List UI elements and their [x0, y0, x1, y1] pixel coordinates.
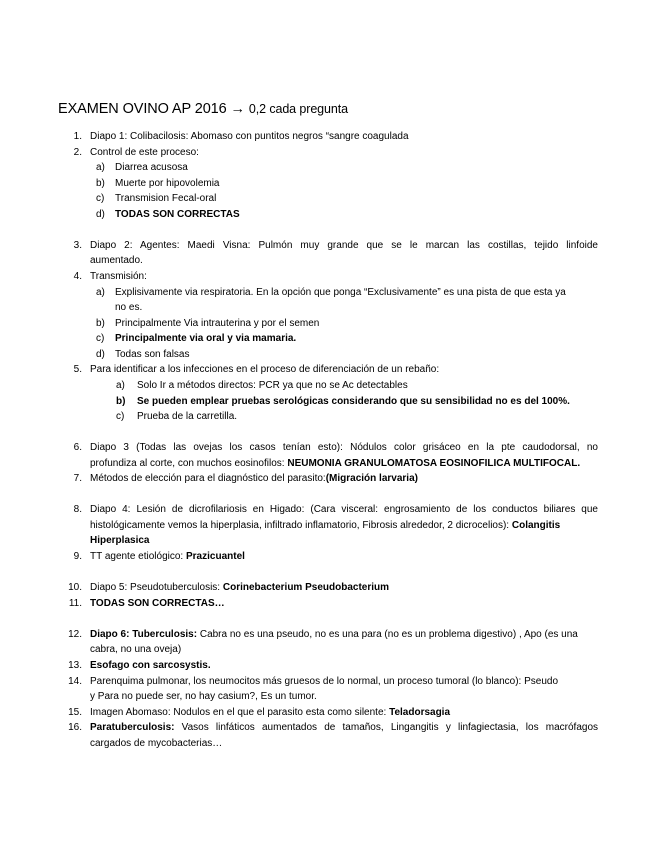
- option-marker: d): [96, 349, 105, 360]
- question-text: [90, 628, 578, 641]
- option-text: [115, 208, 240, 221]
- option-marker: d): [96, 209, 105, 220]
- answer-text: NEUMONIA GRANULOMATOSA EOSINOFILICA MULTIFOCAL.: [287, 458, 581, 469]
- question-number: 6.: [73, 442, 82, 453]
- option-marker: c): [96, 193, 105, 204]
- question-text: [90, 721, 598, 734]
- option-marker: c): [96, 333, 105, 344]
- question-number: 8.: [73, 504, 82, 515]
- answer-text: Corinebacterium Pseudobacterium: [222, 582, 390, 593]
- question-text: [90, 659, 211, 672]
- question-text: Diapo 2: Agentes: Maedi Visna: Pulmón muy grande que se le marcan las costillas, tejido linfoide: [90, 240, 598, 251]
- answer-text: Prazicuantel: [186, 551, 245, 562]
- option-text: [115, 332, 296, 345]
- question-number: 3.: [73, 240, 82, 251]
- question-text: [90, 550, 245, 563]
- answer-text: TODAS SON CORRECTAS…: [90, 598, 225, 609]
- question-text: Diapo 1: Colibacilosis: Abomaso con puntitos negros “sangre coagulada: [90, 131, 409, 142]
- question-text-cont: [90, 457, 580, 470]
- option-marker: b): [96, 318, 105, 329]
- question-text: [90, 581, 389, 594]
- correct-answer: Principalmente via oral y via mamaria.: [115, 333, 297, 344]
- answer-text: Esofago con sarcosystis.: [90, 660, 211, 671]
- plain-text: Imagen Abomaso: Nodulos en el que el parasito esta como silente:: [90, 707, 390, 718]
- plain-text: Vasos linfáticos aumentados de tamaños, Lingangitis y linfagiectasia, los macrófagos: [174, 722, 598, 733]
- question-number: 2.: [73, 147, 82, 158]
- plain-text: Métodos de elección para el diagnóstico del parasito:: [90, 473, 326, 484]
- question-text: Para identificar a los infecciones en el proceso de diferenciación de un rebaño:: [90, 364, 440, 375]
- question-number: 13.: [68, 660, 82, 671]
- option-text: [137, 395, 570, 408]
- option-marker: b): [96, 178, 105, 189]
- question-text: [90, 597, 225, 610]
- question-text: Transmisión:: [90, 271, 147, 282]
- question-text-cont: aumentado.: [90, 255, 143, 266]
- arrow-icon: →: [230, 101, 245, 117]
- question-number: 10.: [68, 582, 82, 593]
- answer-text: (Migración larvaria): [325, 473, 418, 484]
- title-text: EXAMEN OVINO AP 2016: [58, 101, 227, 117]
- answer-text: Colangitis: [511, 520, 561, 531]
- question-text: [90, 706, 450, 719]
- question-number: 15.: [68, 707, 82, 718]
- option-marker: a): [96, 287, 105, 298]
- option-marker: a): [116, 380, 125, 391]
- question-text-cont: cargados de mycobacterias…: [90, 738, 223, 749]
- plain-text: profundiza al corte, con muchos eosinofilos:: [90, 458, 288, 469]
- option-text: Solo Ir a métodos directos: PCR ya que no se Ac detectables: [137, 380, 408, 391]
- answer-text: Paratuberculosis:: [90, 722, 175, 733]
- question-text: [90, 472, 418, 485]
- option-marker: [116, 395, 125, 408]
- page-title: [58, 101, 348, 117]
- question-text-cont: [90, 534, 149, 547]
- plain-text: Cabra no es una pseudo, no es una para (no es un problema digestivo) , Apo (es una: [197, 629, 578, 640]
- option-text: Prueba de la carretilla.: [137, 411, 238, 422]
- option-marker: c): [116, 411, 125, 422]
- question-number: 14.: [68, 676, 82, 687]
- option-marker: a): [96, 162, 105, 173]
- option-text: Todas son falsas: [115, 349, 190, 360]
- question-text: Diapo 4: Lesión de dicrofilariosis en Higado: (Cara visceral: engrosamiento de los conductos biliares que: [90, 504, 598, 515]
- question-number: 1.: [73, 131, 82, 142]
- option-text-cont: no es.: [115, 302, 143, 313]
- plain-text: Diapo 5: Pseudotuberculosis:: [90, 582, 223, 593]
- question-number: 12.: [68, 629, 82, 640]
- answer-text: Teladorsagia: [389, 707, 451, 718]
- question-text-cont: cabra, no una oveja): [90, 644, 182, 655]
- option-text: Diarrea acusosa: [115, 162, 188, 173]
- plain-text: TT agente etiológico:: [90, 551, 186, 562]
- question-number: 7.: [73, 473, 82, 484]
- question-number: 11.: [68, 598, 82, 609]
- question-text: Control de este proceso:: [90, 147, 199, 158]
- title-subtext: 0,2 cada pregunta: [248, 102, 348, 116]
- option-text: Transmision Fecal-oral: [115, 193, 217, 204]
- answer-text: Diapo 6: Tuberculosis:: [90, 629, 198, 640]
- correct-answer: TODAS SON CORRECTAS: [115, 209, 240, 220]
- question-number: 9.: [73, 551, 82, 562]
- question-text: Parenquima pulmonar, los neumocitos más gruesos de lo normal, un proceso tumoral (lo blanco): Pseudo: [90, 676, 559, 687]
- option-text: Principalmente Via intrauterina y por el semen: [115, 318, 320, 329]
- question-text-cont: [90, 519, 560, 532]
- answer-text: Hiperplasica: [90, 535, 150, 546]
- correct-answer: Se pueden emplear pruebas serológicas considerando que su sensibilidad no es del 100%.: [137, 396, 570, 407]
- option-marker-bold: b): [116, 396, 126, 407]
- question-number: 5.: [73, 364, 82, 375]
- question-number: 16.: [68, 722, 82, 733]
- question-text: Diapo 3 (Todas las ovejas los casos tenían esto): Nódulos color grisáceo en la pte caudodorsal, no: [90, 442, 598, 453]
- plain-text: histológicamente vemos la hiperplasia, infiltrado inflamatorio, Fibrosis alrededor, 2 dicrocelios):: [90, 520, 512, 531]
- question-text-cont: y Para no puede ser, no hay casium?, Es un tumor.: [90, 691, 317, 702]
- option-text: Explisivamente via respiratoria. En la opción que ponga “Exclusivamente” es una pista de que esta ya: [115, 287, 566, 298]
- question-number: 4.: [73, 271, 82, 282]
- option-text: Muerte por hipovolemia: [115, 178, 220, 189]
